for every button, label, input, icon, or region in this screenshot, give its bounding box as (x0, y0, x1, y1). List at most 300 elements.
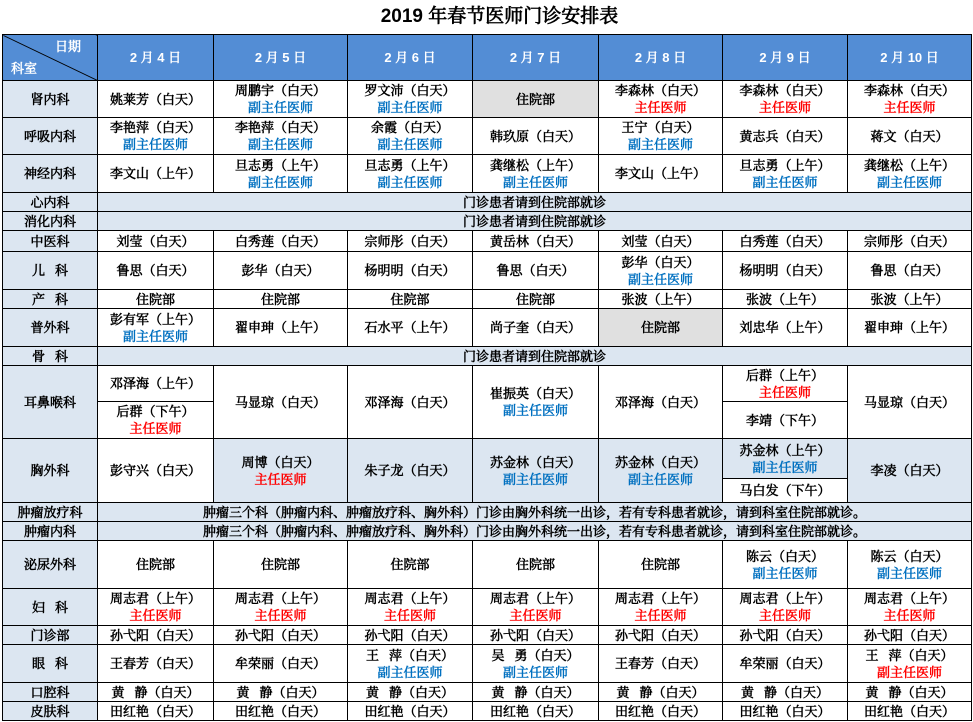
duty-entry: 田红艳（白天） (364, 703, 456, 719)
duty-entry: 韩玖原（白天） (489, 128, 581, 144)
doctor-rank-label: 主任医师 (254, 471, 307, 487)
schedule-cell (98, 702, 214, 721)
duty-entry: 鲁思（白天） (116, 263, 195, 278)
schedule-cell (214, 309, 348, 347)
schedule-cell (98, 231, 214, 252)
duty-entry: 刘莹（白天） (116, 233, 195, 249)
department-label: 儿 科 (3, 252, 98, 290)
schedule-cell (723, 155, 848, 193)
department-label: 眼 科 (3, 645, 98, 683)
department-row (3, 81, 972, 118)
duty-entry: 龚继松（上午） (489, 157, 581, 173)
schedule-cell (473, 366, 599, 439)
department-row (3, 309, 972, 347)
schedule-cell (848, 81, 972, 118)
schedule-cell (848, 252, 972, 290)
department-row (3, 702, 972, 721)
schedule-cell (98, 589, 214, 626)
schedule-cell (98, 626, 214, 645)
department-row (3, 290, 972, 309)
duty-entry: 邓泽海（白天） (364, 394, 456, 410)
schedule-cell (348, 439, 473, 503)
schedule-cell (848, 541, 972, 589)
schedule-cell (348, 541, 473, 589)
schedule-cell (848, 309, 972, 347)
notice-cell: 肿瘤三个科（肿瘤内科、肿瘤放疗科、胸外科）门诊由胸外科统一出诊，若有专科患者就诊，请到科室住院部就诊。 (98, 503, 972, 522)
schedule-cell (723, 645, 848, 683)
schedule-cell (98, 155, 214, 193)
schedule-cell (599, 290, 723, 309)
schedule-cell (473, 231, 599, 252)
duty-entry: 黄 静（白天） (365, 684, 455, 700)
schedule-cell (214, 439, 348, 503)
schedule-cell (848, 155, 972, 193)
duty-entry: 住院部 (260, 557, 300, 572)
schedule-cell (599, 118, 723, 155)
duty-entry: 苏金林（上午） (739, 442, 831, 458)
schedule-cell (214, 683, 348, 702)
duty-entry: 张波（上午） (745, 291, 824, 307)
duty-entry: 田红艳（白天） (234, 703, 326, 719)
duty-entry: 崔振英（白天） (489, 386, 581, 401)
doctor-rank-label: 主任医师 (634, 100, 687, 115)
duty-entry: 住院部 (640, 320, 680, 335)
notice-cell: 门诊患者请到住院部就诊 (98, 212, 972, 231)
duty-entry: 白秀莲（白天） (234, 233, 326, 249)
duty-entry: 宗师彤（白天） (364, 233, 456, 249)
schedule-cell (214, 231, 348, 252)
schedule-cell (599, 439, 723, 503)
duty-entry: 田红艳（白天） (739, 703, 831, 719)
department-label: 心内科 (3, 193, 98, 212)
duty-entry: 鲁思（白天） (870, 263, 949, 278)
schedule-cell (348, 645, 473, 683)
schedule-cell (348, 366, 473, 439)
duty-entry: 朱子龙（白天） (364, 463, 456, 478)
doctor-rank-label: 副主任医师 (377, 664, 443, 680)
department-label: 肿瘤内科 (3, 522, 98, 541)
duty-entry: 彭有军（上午） (109, 311, 201, 327)
schedule-cell (214, 290, 348, 309)
schedule-cell (723, 231, 848, 252)
schedule-cell (98, 290, 214, 309)
department-label: 妇 科 (3, 589, 98, 626)
duty-entry: 马显琼（白天） (863, 394, 955, 410)
department-label: 中医科 (3, 231, 98, 252)
department-label: 皮肤科 (3, 702, 98, 721)
schedule-cell (473, 290, 599, 309)
duty-entry: 周志君（上午） (614, 591, 706, 606)
duty-entry: 住院部 (390, 557, 430, 572)
doctor-rank-label: 副主任医师 (247, 137, 313, 152)
duty-entry: 孙弋阳（白天） (489, 627, 581, 643)
duty-entry: 周鹏宇（白天） (234, 83, 326, 98)
department-row (3, 155, 972, 193)
duty-entry: 旦志勇（上午） (364, 157, 456, 173)
notice-cell: 门诊患者请到住院部就诊 (98, 193, 972, 212)
doctor-rank-label: 副主任医师 (122, 137, 188, 152)
schedule-cell (473, 439, 599, 503)
schedule-cell (98, 541, 214, 589)
schedule-cell-upper (98, 366, 214, 402)
duty-entry: 周博（白天） (241, 454, 320, 470)
schedule-cell (214, 155, 348, 193)
schedule-cell (98, 439, 214, 503)
department-label: 耳鼻喉科 (3, 366, 98, 439)
schedule-cell (98, 309, 214, 347)
duty-entry: 翟申珅（上午） (863, 320, 955, 335)
schedule-cell (848, 645, 972, 683)
schedule-cell (214, 81, 348, 118)
duty-entry: 蒋文（白天） (870, 128, 949, 144)
duty-entry: 住院部 (260, 291, 300, 307)
duty-entry: 王春芳（白天） (109, 656, 201, 671)
schedule-header (3, 35, 972, 81)
doctor-rank-label: 副主任医师 (627, 137, 693, 152)
department-label: 消化内科 (3, 212, 98, 231)
duty-entry: 邓泽海（白天） (614, 394, 706, 410)
duty-entry: 孙弋阳（白天） (739, 627, 831, 643)
duty-entry: 王宁（白天） (621, 120, 700, 135)
duty-entry: 周志君（上午） (109, 591, 201, 606)
duty-entry: 彭华（白天） (241, 263, 320, 278)
doctor-rank-label: 副主任医师 (377, 174, 443, 190)
doctor-rank-label: 主任医师 (758, 384, 811, 400)
duty-entry: 马显琼（白天） (234, 394, 326, 410)
schedule-cell (348, 155, 473, 193)
department-row (3, 589, 972, 626)
department-row (3, 541, 972, 589)
duty-entry: 牟荣丽（白天） (739, 656, 831, 671)
doctor-rank-label: 主任医师 (634, 608, 687, 623)
schedule-cell (473, 252, 599, 290)
schedule-cell (98, 252, 214, 290)
schedule-cell (348, 118, 473, 155)
duty-entry: 白秀莲（白天） (739, 233, 831, 249)
duty-entry: 田红艳（白天） (109, 703, 201, 719)
department-row (3, 683, 972, 702)
duty-entry: 住院部 (515, 91, 555, 107)
duty-entry: 杨明明（白天） (364, 263, 456, 278)
doctor-rank-label: 副主任医师 (377, 100, 443, 115)
schedule-cell (848, 589, 972, 626)
duty-entry: 李森林（白天） (739, 83, 831, 98)
doctor-rank-label: 副主任医师 (627, 271, 693, 287)
duty-entry: 鲁思（白天） (496, 263, 575, 278)
department-row (3, 645, 972, 683)
doctor-rank-label: 主任医师 (129, 421, 182, 436)
department-label: 普外科 (3, 309, 98, 347)
duty-entry: 黄 静（白天） (111, 684, 200, 700)
schedule-cell (599, 683, 723, 702)
doctor-rank-label: 副主任医师 (122, 328, 188, 344)
schedule-cell (723, 252, 848, 290)
schedule-cell (473, 683, 599, 702)
schedule-cell (599, 626, 723, 645)
doctor-rank-label: 主任医师 (254, 608, 307, 623)
schedule-cell (599, 541, 723, 589)
schedule-cell (214, 589, 348, 626)
doctor-rank-label: 主任医师 (383, 608, 436, 623)
duty-entry: 周志君（上午） (489, 591, 581, 606)
schedule-cell (214, 626, 348, 645)
doctor-rank-label: 主任医师 (883, 608, 936, 623)
schedule-body (3, 81, 972, 721)
duty-entry: 孙弋阳（白天） (614, 627, 706, 643)
schedule-cell (723, 626, 848, 645)
duty-entry: 杨明明（白天） (739, 263, 831, 278)
doctor-rank-label: 主任医师 (509, 608, 562, 623)
duty-entry: 孙弋阳（白天） (364, 627, 456, 643)
schedule-cell (599, 589, 723, 626)
schedule-cell (599, 155, 723, 193)
schedule-cell (473, 118, 599, 155)
date-header-feb-6: 2 月 6 日 (348, 35, 473, 81)
doctor-rank-label: 副主任医师 (876, 565, 942, 581)
duty-entry: 黄志兵（白天） (739, 128, 831, 144)
duty-entry: 苏金林（白天） (614, 454, 706, 470)
duty-entry: 住院部 (640, 557, 680, 572)
schedule-cell (723, 702, 848, 721)
schedule-cell (214, 118, 348, 155)
duty-entry: 尚子奎（白天） (489, 320, 581, 335)
duty-entry: 黄 静（白天） (616, 684, 705, 700)
schedule-cell (848, 290, 972, 309)
doctor-rank-label: 主任医师 (129, 608, 182, 623)
department-row (3, 626, 972, 645)
duty-entry: 周志君（上午） (739, 591, 831, 606)
duty-entry: 龚继松（上午） (863, 157, 955, 173)
duty-entry: 李森林（白天） (614, 83, 706, 98)
duty-entry: 旦志勇（上午） (234, 157, 326, 173)
department-row (3, 212, 972, 231)
department-label: 肿瘤放疗科 (3, 503, 98, 522)
schedule-cell (599, 252, 723, 290)
department-row (3, 522, 972, 541)
schedule-cell (599, 309, 723, 347)
doctor-rank-label: 主任医师 (883, 100, 936, 115)
duty-entry: 孙弋阳（白天） (109, 627, 201, 643)
corner-department-label: 科室 (11, 61, 38, 76)
doctor-rank-label: 副主任医师 (247, 100, 313, 115)
doctor-rank-label: 副主任医师 (627, 471, 693, 487)
schedule-cell (473, 645, 599, 683)
schedule-cell (723, 541, 848, 589)
schedule-cell (723, 118, 848, 155)
duty-entry: 王 萍（白天） (365, 647, 455, 663)
date-header-feb-5: 2 月 5 日 (214, 35, 348, 81)
schedule-cell (98, 683, 214, 702)
doctor-rank-label: 副主任医师 (752, 174, 818, 190)
schedule-cell (723, 309, 848, 347)
schedule-cell-upper (723, 366, 848, 402)
duty-entry: 住院部 (515, 557, 555, 572)
duty-entry: 罗文沛（白天） (364, 83, 456, 98)
duty-entry: 陈云（白天） (745, 548, 824, 564)
schedule-cell (348, 683, 473, 702)
duty-entry: 张波（上午） (621, 291, 700, 307)
schedule-cell-lower (723, 402, 848, 439)
duty-entry: 石水平（上午） (364, 320, 456, 335)
duty-entry: 周志君（上午） (364, 591, 456, 606)
doctor-rank-label: 副主任医师 (752, 565, 818, 581)
corner-header (3, 35, 98, 81)
schedule-cell (723, 589, 848, 626)
schedule-cell (723, 290, 848, 309)
schedule-cell (214, 366, 348, 439)
schedule-cell (348, 290, 473, 309)
duty-entry: 田红艳（白天） (863, 703, 955, 719)
duty-entry: 李凌（白天） (870, 463, 949, 478)
duty-entry: 张波（上午） (870, 291, 949, 307)
schedule-cell (214, 252, 348, 290)
notice-cell: 肿瘤三个科（肿瘤内科、肿瘤放疗科、胸外科）门诊由胸外科统一出诊，若有专科患者就诊，请到科室住院部就诊。 (98, 522, 972, 541)
department-label: 泌尿外科 (3, 541, 98, 589)
doctor-rank-label: 副主任医师 (377, 137, 443, 152)
schedule-cell (348, 309, 473, 347)
schedule-cell (348, 626, 473, 645)
duty-entry: 李文山（上午） (614, 166, 706, 181)
schedule-cell (599, 702, 723, 721)
duty-entry: 孙弋阳（白天） (863, 627, 955, 643)
department-label: 口腔科 (3, 683, 98, 702)
duty-entry: 旦志勇（上午） (739, 157, 831, 173)
schedule-cell (98, 81, 214, 118)
date-header-feb-8: 2 月 8 日 (599, 35, 723, 81)
schedule-cell (214, 702, 348, 721)
schedule-cell (848, 231, 972, 252)
schedule-cell-lower (723, 479, 848, 503)
duty-entry: 马白发（下午） (739, 483, 831, 498)
schedule-cell (98, 118, 214, 155)
date-header-feb-4: 2 月 4 日 (98, 35, 214, 81)
schedule-cell (473, 702, 599, 721)
duty-entry: 彭华（白天） (621, 254, 700, 270)
schedule-cell (473, 155, 599, 193)
duty-entry: 黄 静（白天） (491, 684, 580, 700)
schedule-cell-lower (98, 402, 214, 439)
department-label: 神经内科 (3, 155, 98, 193)
schedule-cell (214, 645, 348, 683)
duty-entry: 李艳萍（白天） (234, 120, 326, 135)
duty-entry: 王 萍（白天） (865, 647, 954, 663)
schedule-cell (848, 702, 972, 721)
duty-entry: 邓泽海（上午） (109, 376, 201, 391)
schedule-cell (473, 309, 599, 347)
duty-entry: 住院部 (135, 291, 175, 307)
schedule-cell (848, 683, 972, 702)
schedule-cell (723, 81, 848, 118)
duty-entry: 姚莱芳（白天） (109, 91, 201, 107)
schedule-cell-upper (723, 439, 848, 479)
schedule-table (2, 34, 972, 721)
schedule-cell (599, 366, 723, 439)
date-header-feb-10: 2 月 10 日 (848, 35, 972, 81)
department-row (3, 252, 972, 290)
duty-entry: 孙弋阳（白天） (234, 627, 326, 643)
duty-entry: 李森林（白天） (863, 83, 955, 98)
duty-entry: 宗师彤（白天） (863, 233, 955, 249)
schedule-cell (348, 231, 473, 252)
date-header-feb-9: 2 月 9 日 (723, 35, 848, 81)
duty-entry: 黄岳林（白天） (489, 233, 581, 249)
duty-entry: 周志君（上午） (863, 591, 955, 606)
duty-entry: 刘忠华（上午） (739, 320, 831, 335)
page-title: 2019 年春节医师门诊安排表 (380, 6, 619, 27)
duty-entry: 住院部 (135, 557, 175, 572)
duty-entry: 住院部 (390, 291, 430, 307)
schedule-cell (214, 541, 348, 589)
duty-entry: 住院部 (515, 291, 555, 307)
department-row (3, 347, 972, 366)
department-row (3, 193, 972, 212)
duty-entry: 彭守兴（白天） (109, 463, 201, 478)
duty-entry: 后群（下午） (116, 404, 195, 419)
duty-entry: 周志君（上午） (234, 591, 326, 606)
schedule-cell (473, 81, 599, 118)
doctor-rank-label: 主任医师 (758, 100, 811, 115)
doctor-rank-label: 副主任医师 (502, 471, 568, 487)
schedule-cell (723, 683, 848, 702)
department-label: 骨 科 (3, 347, 98, 366)
duty-entry: 李文山（上午） (109, 166, 201, 181)
doctor-rank-label: 副主任医师 (876, 664, 942, 680)
duty-entry: 吴 勇（白天） (491, 647, 580, 663)
header-row (3, 35, 972, 81)
duty-entry: 王春芳（白天） (614, 656, 706, 671)
schedule-cell (599, 81, 723, 118)
doctor-rank-label: 主任医师 (758, 608, 811, 623)
schedule-cell (848, 118, 972, 155)
duty-entry: 李艳萍（白天） (109, 120, 201, 135)
schedule-cell (473, 626, 599, 645)
department-label: 呼吸内科 (3, 118, 98, 155)
schedule-cell (348, 81, 473, 118)
schedule-cell (473, 589, 599, 626)
schedule-cell (848, 626, 972, 645)
department-label: 肾内科 (3, 81, 98, 118)
duty-entry: 田红艳（白天） (489, 703, 581, 719)
duty-entry: 刘莹（白天） (621, 233, 700, 249)
corner-date-label: 日期 (54, 39, 81, 54)
doctor-rank-label: 副主任医师 (502, 403, 568, 418)
duty-entry: 田红艳（白天） (614, 703, 706, 719)
schedule-cell (98, 645, 214, 683)
schedule-cell (848, 366, 972, 439)
doctor-rank-label: 副主任医师 (502, 664, 568, 680)
duty-entry: 翟申珅（上午） (234, 320, 326, 335)
schedule-cell (599, 645, 723, 683)
schedule-cell (473, 541, 599, 589)
department-row (3, 231, 972, 252)
duty-entry: 牟荣丽（白天） (234, 656, 326, 671)
date-header-feb-7: 2 月 7 日 (473, 35, 599, 81)
department-row (3, 366, 972, 402)
duty-entry: 黄 静（白天） (865, 684, 954, 700)
schedule-cell (348, 252, 473, 290)
doctor-rank-label: 副主任医师 (247, 174, 313, 190)
duty-entry: 李靖（下午） (745, 412, 824, 428)
schedule-cell (348, 589, 473, 626)
doctor-rank-label: 副主任医师 (752, 459, 818, 475)
schedule-cell (599, 231, 723, 252)
department-row (3, 503, 972, 522)
department-label: 胸外科 (3, 439, 98, 503)
department-row (3, 439, 972, 479)
doctor-rank-label: 副主任医师 (876, 174, 942, 190)
duty-entry: 陈云（白天） (870, 548, 949, 564)
doctor-rank-label: 副主任医师 (502, 174, 568, 190)
